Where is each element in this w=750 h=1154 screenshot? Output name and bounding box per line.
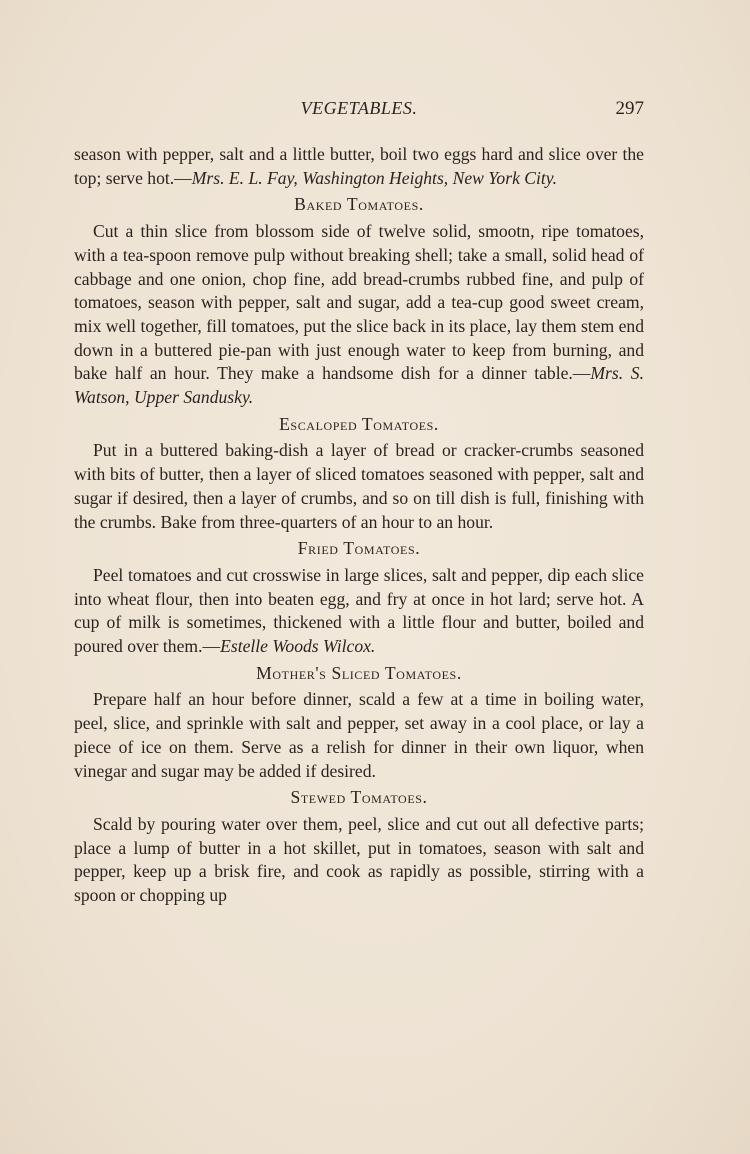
attribution: Mrs. E. L. Fay, Washington Heights, New York City. bbox=[191, 167, 558, 188]
recipe-paragraph-escaloped-tomatoes bbox=[74, 439, 644, 534]
page-number: 297 bbox=[615, 98, 644, 119]
recipe-paragraph-baked-tomatoes bbox=[74, 220, 644, 410]
recipe-heading-baked-tomatoes: Baked Tomatoes. bbox=[294, 194, 424, 215]
paragraph-text: Peel tomatoes and cut crosswise in large slices, salt and pepper, dip each slice into wheat flour, then into beaten egg, and fry at once in hot lard; serve hot. A cup of milk is sometimes, thickened with a little flour and butter, boiled and poured over them.— bbox=[74, 564, 644, 657]
running-title: VEGETABLES. bbox=[300, 98, 418, 118]
recipe-heading-fried-tomatoes: Fried Tomatoes. bbox=[297, 538, 421, 559]
attribution: Estelle Woods Wilcox. bbox=[220, 636, 376, 657]
paragraph-text: Put in a buttered baking-dish a layer of bread or cracker-crumbs seasoned with bits of butter, then a layer of sliced tomatoes seasoned with pepper, salt and sugar if desired, then a layer of crumbs, and so on till dish is full, finishing with the crumbs. Bake from three-quarters of an hour to an hour. bbox=[74, 440, 644, 532]
paragraph-text: Scald by pouring water over them, peel, slice and cut out all defective parts; place a lump of butter in a hot skillet, put in tomatoes, season with salt and pepper, keep up a brisk fire, and cook as rapidly as possible, stirring with a spoon or chopping up bbox=[74, 813, 644, 906]
page-content bbox=[74, 143, 644, 908]
recipe-heading-escaloped-tomatoes: Escaloped Tomatoes. bbox=[279, 413, 439, 434]
paragraph-continued bbox=[74, 143, 644, 190]
recipe-heading-mothers-sliced-tomatoes: Mother's Sliced Tomatoes. bbox=[256, 662, 462, 683]
recipe-paragraph-stewed-tomatoes bbox=[74, 813, 644, 908]
recipe-paragraph-fried-tomatoes bbox=[74, 564, 644, 659]
page-header bbox=[74, 98, 644, 126]
attribution: Mrs. S. Watson, Upper Sandusky. bbox=[74, 363, 644, 408]
paragraph-text: Cut a thin slice from blossom side of twelve solid, smootn, ripe tomatoes, with a tea-spoon remove pulp without breaking shell; take a small, solid head of cabbage and one onion, chop fine, add bread-crumbs rubbed fine, and pulp of tomatoes, season with pepper, salt and sugar, add a tea-cup good sweet cream, mix well together, fill tomatoes, put the slice back in its place, lay them stem end down in a buttered pie-pan with just enough water to keep from burning, and bake half an hour. They make a handsome dish for a dinner table.— bbox=[74, 221, 644, 384]
recipe-heading-stewed-tomatoes: Stewed Tomatoes. bbox=[290, 787, 428, 808]
paragraph-text: season with pepper, salt and a little butter, boil two eggs hard and slice over the top; serve hot.— bbox=[74, 144, 644, 188]
paragraph-text: Prepare half an hour before dinner, scald a few at a time in boiling water, peel, slice, and sprinkle with salt and pepper, set away in a cool place, or lay a piece of ice on them. Serve as a relish for dinner in their own liquor, when vinegar and sugar may be added if desired. bbox=[74, 689, 644, 781]
recipe-paragraph-mothers-sliced-tomatoes bbox=[74, 688, 644, 783]
